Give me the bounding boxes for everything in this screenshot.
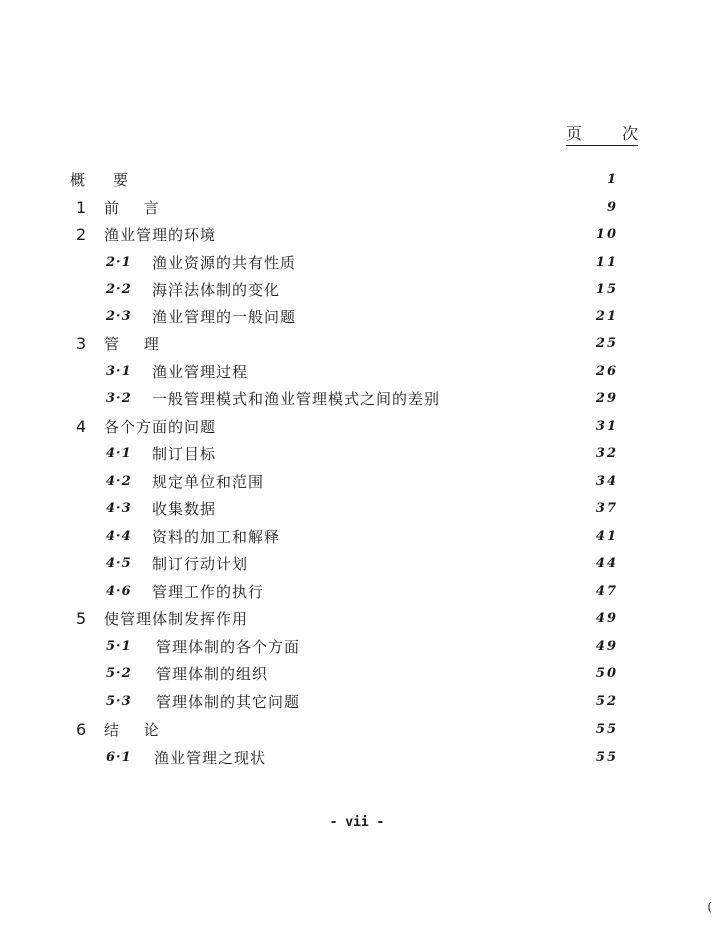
toc-section-3-2[interactable] bbox=[0, 387, 714, 411]
toc-entry-title: 资料的加工和解释 bbox=[152, 528, 281, 546]
toc-entry-number: 6·1 bbox=[106, 750, 132, 765]
toc-entry-title: 渔业管理过程 bbox=[152, 363, 249, 381]
toc-entry-page: 25 bbox=[595, 336, 618, 351]
toc-entry-number: 6 bbox=[76, 720, 87, 739]
toc-chapter-2[interactable] bbox=[0, 223, 714, 247]
toc-entry-title: 管理体制的组织 bbox=[156, 665, 269, 683]
toc-entry-title: 渔业管理之现状 bbox=[154, 749, 267, 767]
toc-entry-number: 3 bbox=[76, 334, 87, 353]
heading-next-char: 次 bbox=[621, 124, 638, 143]
toc-entry-title: 前 言 bbox=[104, 199, 169, 217]
toc-section-2-3[interactable] bbox=[0, 305, 714, 329]
toc-section-2-1[interactable] bbox=[0, 251, 714, 275]
toc-entry-number: 1 bbox=[76, 198, 87, 217]
toc-entry-page: 10 bbox=[595, 227, 618, 242]
toc-entry-number: 2 bbox=[76, 225, 87, 244]
toc-entry-number: 5·1 bbox=[106, 639, 132, 654]
toc-chapter-3[interactable] bbox=[0, 332, 714, 356]
toc-entry-title: 制订目标 bbox=[152, 445, 217, 463]
toc-entry-number: 3·1 bbox=[106, 364, 132, 379]
toc-entry-page: 9 bbox=[606, 200, 618, 215]
toc-entry-title: 一般管理模式和渔业管理模式之间的差别 bbox=[152, 390, 441, 408]
toc-entry-title: 概要 bbox=[70, 171, 157, 189]
toc-entry-page: 32 bbox=[595, 446, 618, 461]
toc-chapter-1[interactable] bbox=[0, 196, 714, 220]
toc-entry-title: 管理体制的其它问题 bbox=[156, 693, 301, 711]
toc-entry-title: 管理体制的各个方面 bbox=[156, 638, 301, 656]
toc-entry-title: 管 理 bbox=[104, 335, 169, 353]
toc-section-4-1[interactable] bbox=[0, 442, 714, 466]
toc-section-4-4[interactable] bbox=[0, 525, 714, 549]
toc-entry-page: 52 bbox=[595, 694, 618, 709]
heading-page-char: 页 bbox=[566, 124, 583, 143]
toc-entry-page: 41 bbox=[595, 529, 618, 544]
toc-entry-page: 1 bbox=[606, 172, 618, 187]
toc-section-4-6[interactable] bbox=[0, 580, 714, 604]
toc-entry-title: 规定单位和范围 bbox=[152, 473, 265, 491]
toc-entry-page: 49 bbox=[595, 611, 618, 626]
toc-entry-title: 渔业管理的环境 bbox=[104, 226, 217, 244]
toc-entry-title: 管理工作的执行 bbox=[152, 583, 265, 601]
margin-mark: ( bbox=[707, 900, 712, 914]
toc-entry-page: 34 bbox=[595, 474, 618, 489]
toc-entry-page: 29 bbox=[595, 391, 618, 406]
toc-section-5-2[interactable] bbox=[0, 662, 714, 686]
toc-section-5-3[interactable] bbox=[0, 690, 714, 714]
toc-entry-number: 5 bbox=[76, 609, 87, 628]
toc-entry-number: 2·3 bbox=[106, 309, 132, 324]
toc-section-4-2[interactable] bbox=[0, 470, 714, 494]
toc-entry-number: 4·2 bbox=[106, 474, 132, 489]
toc-entry-number: 4·5 bbox=[106, 556, 132, 571]
toc-entry-number: 3·2 bbox=[106, 391, 132, 406]
toc-entry-number: 4·4 bbox=[106, 529, 132, 544]
toc-entry-page: 55 bbox=[595, 722, 618, 737]
toc-entry-number: 4·1 bbox=[106, 446, 132, 461]
toc-entry-title: 结 论 bbox=[104, 721, 169, 739]
toc-entry-page: 37 bbox=[595, 501, 618, 516]
toc-entry-page: 50 bbox=[595, 666, 618, 681]
page-number-footer: - vii - bbox=[329, 815, 385, 830]
toc-entry-title: 各个方面的问题 bbox=[104, 418, 217, 436]
toc-entry-number: 2·2 bbox=[106, 282, 132, 297]
toc-entry-page: 11 bbox=[595, 255, 618, 270]
toc-entry-page: 21 bbox=[595, 309, 618, 324]
toc-entry-page: 31 bbox=[595, 419, 618, 434]
toc-entry-summary[interactable] bbox=[0, 168, 714, 192]
toc-section-2-2[interactable] bbox=[0, 278, 714, 302]
toc-section-4-5[interactable] bbox=[0, 552, 714, 576]
toc-entry-title: 制订行动计划 bbox=[152, 555, 249, 573]
toc-entry-page: 47 bbox=[595, 584, 618, 599]
toc-entry-title: 渔业管理的一般问题 bbox=[152, 308, 297, 326]
toc-entry-page: 15 bbox=[595, 282, 618, 297]
toc-entry-number: 4·3 bbox=[106, 501, 132, 516]
toc-section-4-3[interactable] bbox=[0, 497, 714, 521]
toc-section-3-1[interactable] bbox=[0, 360, 714, 384]
toc-entry-number: 4·6 bbox=[106, 584, 132, 599]
toc-entry-page: 49 bbox=[595, 639, 618, 654]
toc-entry-number: 2·1 bbox=[106, 255, 132, 270]
toc-entry-page: 26 bbox=[595, 364, 618, 379]
toc-entry-number: 4 bbox=[76, 417, 87, 436]
toc-chapter-6[interactable] bbox=[0, 718, 714, 742]
toc-chapter-4[interactable] bbox=[0, 415, 714, 439]
toc-entry-page: 55 bbox=[595, 750, 618, 765]
toc-entry-title: 渔业资源的共有性质 bbox=[152, 254, 297, 272]
toc-entry-title: 使管理体制发挥作用 bbox=[104, 610, 249, 628]
toc-entry-number: 5·2 bbox=[106, 666, 132, 681]
toc-entry-page: 44 bbox=[595, 556, 618, 571]
toc-entry-number: 5·3 bbox=[106, 694, 132, 709]
toc-entry-title: 收集数据 bbox=[152, 500, 217, 518]
toc-entry-title: 海洋法体制的变化 bbox=[152, 281, 281, 299]
toc-section-6-1[interactable] bbox=[0, 746, 714, 770]
toc-section-5-1[interactable] bbox=[0, 635, 714, 659]
toc-chapter-5[interactable] bbox=[0, 607, 714, 631]
